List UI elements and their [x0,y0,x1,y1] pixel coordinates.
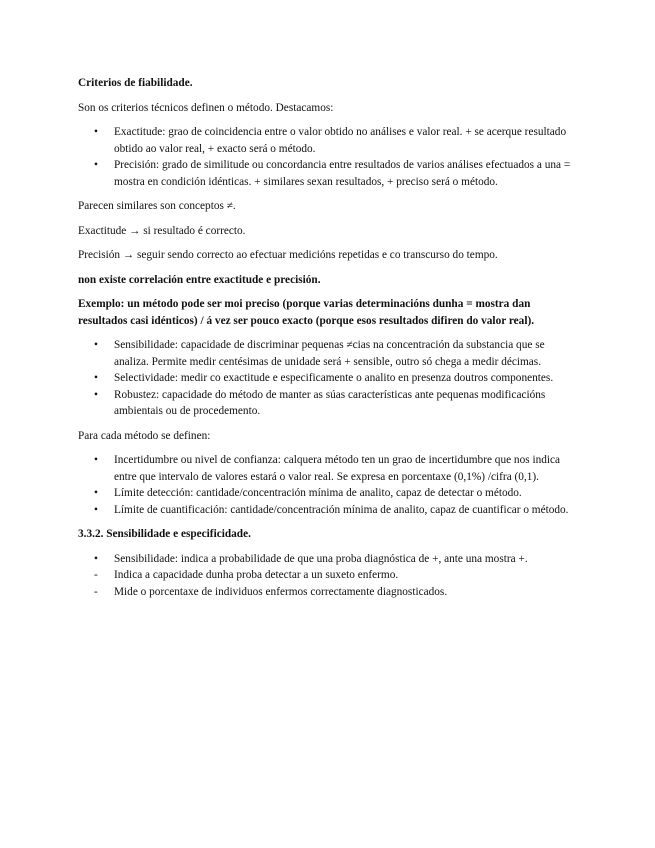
list-item-text: Precisión: grado de similitude ou concordancia entre resultados de varios análises efectuados a una = mostra en condición idénticas. + similares sexan resultados, + preciso será o método. [114,159,571,188]
dash-list [78,567,578,600]
bold-paragraph-correlacion: non existe correlación entre exactitude e precisión. [78,273,321,286]
list-item [78,584,578,601]
list-item [78,567,578,584]
list-item-text: Selectividade: medir co exactitude e especificamente o analito en presenza doutros componentes. [114,372,554,384]
list-item [78,157,578,190]
list-item-text: Mide o porcentaxe de individuos enfermos correctamente diagnosticados. [114,585,448,598]
bold-paragraph-exemplo: Exemplo: un método pode ser moi preciso (porque varias determinacións dunha = mostra dan resultados casi idénticos) / á vez ser pouco exacto (porque esos resultados difiren do valor real). [78,298,535,327]
section-heading-sensibilidade: 3.3.2. Sensibilidade e especificidade. [78,528,251,540]
list-item [78,485,578,502]
bullet-icon: • [94,388,98,401]
bullet-icon: • [94,372,98,384]
paragraph-exactitude: Exactitude → si resultado é correcto. [78,224,246,237]
sensibilidade-list [78,551,578,568]
definitions-list [78,452,578,518]
section-heading-fiabilidade: Criterios de fiabilidade. [78,77,193,89]
bullet-icon: • [94,454,98,466]
list-item-text: Incertidumbre ou nivel de confianza: calquera método ten un grao de incertidumbre que nos indica entre que intervalo de valores estará o valor real. Se expresa en porcentaxe (0,1%) /cifra (0,1). [114,454,561,483]
list-item [78,502,578,519]
dash-icon: - [94,569,98,581]
properties-list [78,337,578,420]
paragraph-similares: Parecen similares son conceptos ≠. [78,200,236,212]
list-item [78,387,578,420]
list-item [78,337,578,370]
intro-paragraph: Son os criterios técnicos definen o método. Destacamos: [78,101,334,114]
criteria-list [78,124,578,190]
list-item-text: Robustez: capacidade do método de manter as súas características ante pequenas modificacións ambientais ou de procedemento. [114,388,546,417]
list-item-text: Sensibilidade: capacidade de discriminar pequenas ≠cias na concentración da substancia que se analiza. Permite medir centésimas de unidade será + sensible, outro só chega a medir décimas. [114,339,545,368]
list-item-text: Límite de cuantificación: cantidade/concentración mínima de analito, capaz de cuantificar o método. [114,503,569,516]
bullet-icon: • [94,552,98,565]
bullet-icon: • [94,126,98,138]
bullet-icon: • [94,159,98,171]
list-item [78,124,578,157]
list-item-text: Sensibilidade: indica a probabilidade de que una proba diagnóstica de +, ante una mostra +. [114,552,528,565]
list-item-text: Exactitude: grao de coincidencia entre o valor obtido no análises e valor real. + se acerque resultado obtido ao valor real, + exacto será o método. [114,126,567,155]
list-item-text: Límite detección: cantidade/concentración mínima de analito, capaz de detectar o método. [114,487,522,499]
bullet-icon: • [94,339,98,351]
list-item [78,452,578,485]
paragraph-precision: Precisión → seguir sendo correcto ao efectuar medicións repetidas e co transcurso do tempo. [78,249,498,261]
bullet-icon: • [94,487,98,499]
dash-icon: - [94,585,98,598]
document-body [78,75,578,608]
list-item-text: Indica a capacidade dunha proba detectar a un suxeto enfermo. [114,569,399,581]
paragraph-cada-metodo: Para cada método se definen: [78,429,211,442]
bullet-icon: • [94,503,98,516]
list-item [78,370,578,387]
list-item [78,551,578,568]
